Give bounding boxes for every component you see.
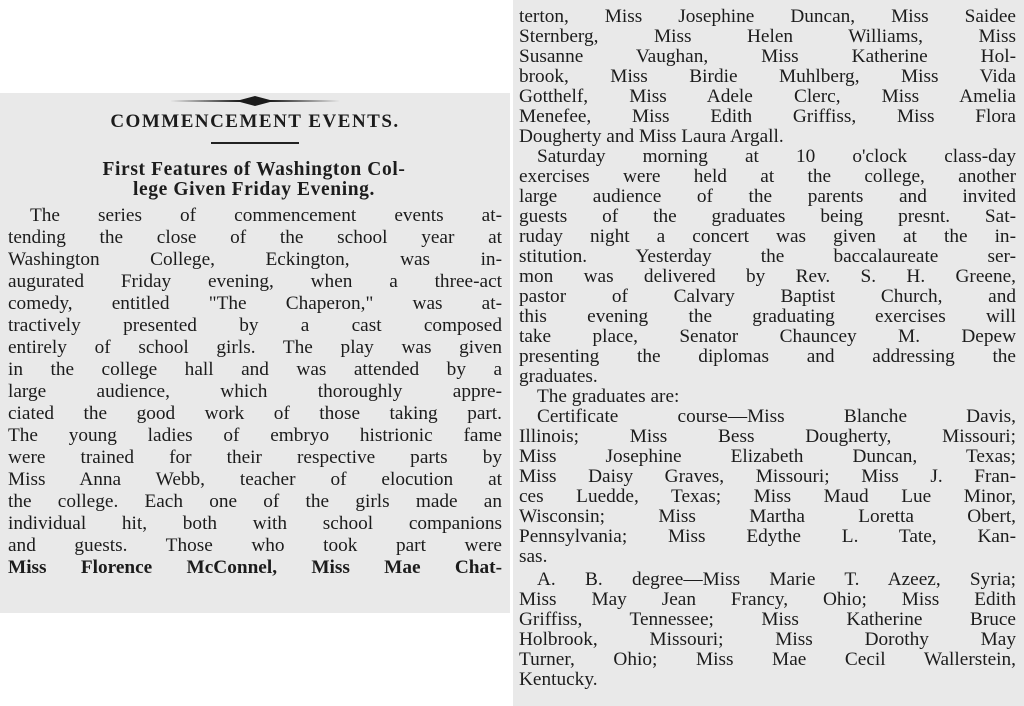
article-line: Turner, Ohio; Miss Mae Cecil Wallerstein,	[519, 649, 1016, 670]
subhead-line-1: First Features of Washington Col-	[102, 159, 406, 180]
right-column	[513, 0, 1024, 706]
article-line: in the college hall and was attended by a	[8, 359, 502, 380]
article-line: were trained for their respective parts by	[8, 447, 502, 468]
article-line: this evening the graduating exercises will	[519, 306, 1016, 327]
article-line: A. B. degree—Miss Marie T. Azeez, Syria;	[537, 569, 1016, 590]
article-line: and guests. Those who took part were	[8, 535, 502, 556]
article-line: Gotthelf, Miss Adele Clerc, Miss Amelia	[519, 86, 1016, 107]
article-line: tending the close of the school year at	[8, 227, 502, 248]
article-line: sas.	[519, 546, 548, 567]
article-line: The graduates are:	[537, 386, 680, 407]
article-line: Certificate course—Miss Blanche Davis,	[537, 406, 1016, 427]
article-line: Miss May Jean Francy, Ohio; Miss Edith	[519, 589, 1016, 610]
article-line: comedy, entitled "The Chaperon," was at-	[8, 293, 502, 314]
article-line: Dougherty and Miss Laura Argall.	[519, 126, 784, 147]
article-line: ciated the good work of those taking part.	[8, 403, 502, 424]
article-line: mon was delivered by Rev. S. H. Greene,	[519, 266, 1016, 287]
article-line: Saturday morning at 10 o'clock class-day	[537, 146, 1016, 167]
article-line: graduates.	[519, 366, 598, 387]
article-line: ces Luedde, Texas; Miss Maud Lue Minor,	[519, 486, 1016, 507]
article-line: ruday night a concert was given at the in-	[519, 226, 1016, 247]
article-line: The young ladies of embryo histrionic fame	[8, 425, 502, 446]
left-column	[0, 93, 510, 613]
article-line: Miss Anna Webb, teacher of elocution at	[8, 469, 502, 490]
article-line: large audience of the parents and invited	[519, 186, 1016, 207]
article-line: individual hit, both with school companions	[8, 513, 502, 534]
article-line: take place, Senator Chauncey M. Depew	[519, 326, 1016, 347]
article-line: Illinois; Miss Bess Dougherty, Missouri;	[519, 426, 1016, 447]
article-line: pastor of Calvary Baptist Church, and	[519, 286, 1016, 307]
article-line: Miss Daisy Graves, Missouri; Miss J. Fran-	[519, 466, 1016, 487]
article-line: presenting the diplomas and addressing the	[519, 346, 1016, 367]
article-line: augurated Friday evening, when a three-act	[8, 271, 502, 292]
article-line: Washington College, Eckington, was in-	[8, 249, 502, 270]
article-line: stitution. Yesterday the baccalaureate ser-	[519, 246, 1016, 267]
article-line: Kentucky.	[519, 669, 598, 690]
article-line: Griffiss, Tennessee; Miss Katherine Bruce	[519, 609, 1016, 630]
article-line: Sternberg, Miss Helen Williams, Miss	[519, 26, 1016, 47]
article-line: Miss Josephine Elizabeth Duncan, Texas;	[519, 446, 1016, 467]
headline-rule	[211, 142, 299, 144]
subhead-line-2: lege Given Friday Evening.	[132, 179, 375, 200]
article-line: The series of commencement events at-	[30, 205, 502, 226]
article-line: Pennsylvania; Miss Edythe L. Tate, Kan-	[519, 526, 1016, 547]
article-line: Holbrook, Missouri; Miss Dorothy May	[519, 629, 1016, 650]
article-line: Wisconsin; Miss Martha Loretta Obert,	[519, 506, 1016, 527]
article-line: entirely of school girls. The play was given	[8, 337, 502, 358]
article-line: terton, Miss Josephine Duncan, Miss Saidee	[519, 6, 1016, 27]
article-line: large audience, which thoroughly appre-	[8, 381, 502, 402]
headline: COMMENCEMENT EVENTS.	[110, 111, 400, 132]
article-line: the college. Each one of the girls made an	[8, 491, 502, 512]
article-line: Susanne Vaughan, Miss Katherine Hol-	[519, 46, 1016, 67]
ornament-rule-icon	[170, 96, 340, 106]
article-line: exercises were held at the college, another	[519, 166, 1016, 187]
article-line: tractively presented by a cast composed	[8, 315, 502, 336]
article-line: guests of the graduates being presnt. Sat-	[519, 206, 1016, 227]
article-line: Menefee, Miss Edith Griffiss, Miss Flora	[519, 106, 1016, 127]
article-line: Miss Florence McConnel, Miss Mae Chat-	[8, 557, 502, 578]
article-line: brook, Miss Birdie Muhlberg, Miss Vida	[519, 66, 1016, 87]
